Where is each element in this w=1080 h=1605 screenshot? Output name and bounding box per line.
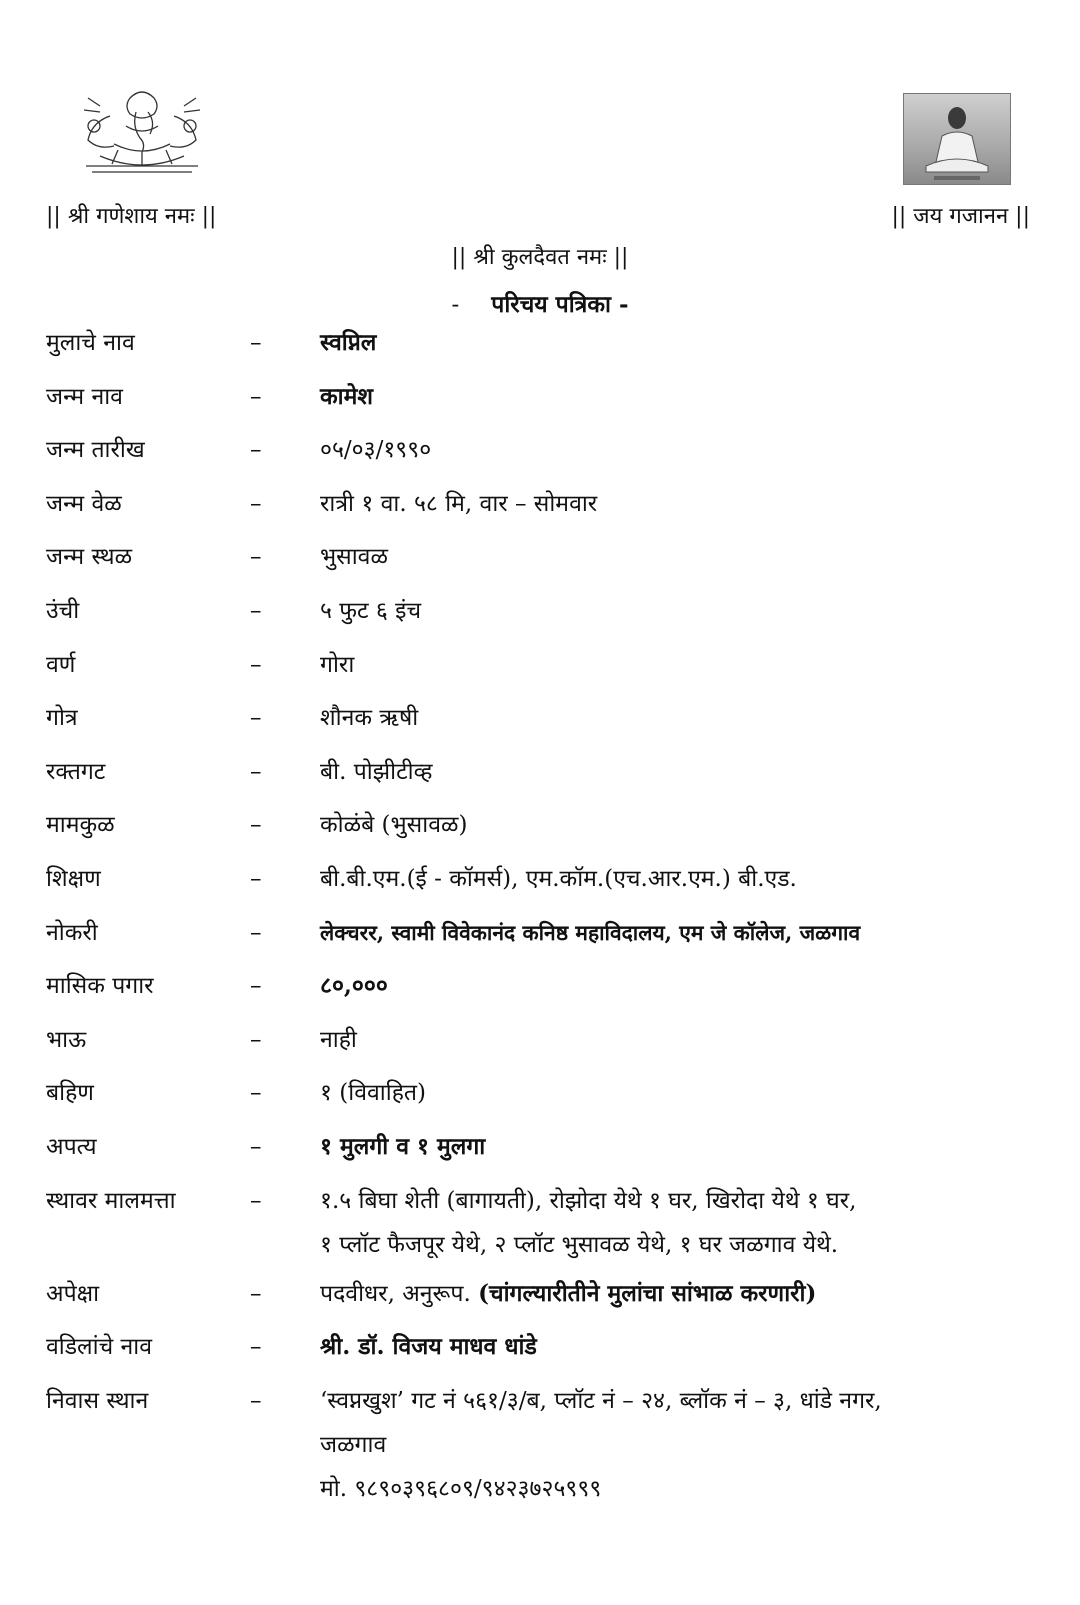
field-label: बहिण bbox=[46, 1080, 94, 1107]
field-label: मासिक पगार bbox=[46, 973, 154, 1000]
address-line-2: जळगाव bbox=[320, 1431, 387, 1458]
field-label: अपेक्षा bbox=[46, 1280, 100, 1307]
field-value: शौनक ऋषी bbox=[320, 705, 419, 732]
field-row-father-name bbox=[0, 1332, 1080, 1386]
field-separator: – bbox=[250, 1387, 262, 1414]
field-label: उंची bbox=[46, 597, 80, 624]
field-row-expectation bbox=[0, 1279, 1080, 1333]
field-label: भाऊ bbox=[46, 1026, 87, 1053]
field-value: ८०,००० bbox=[320, 972, 388, 1000]
saint-photo bbox=[903, 93, 1011, 185]
field-value: बी. पोझीटीव्ह bbox=[320, 758, 433, 785]
field-separator: – bbox=[250, 1187, 262, 1214]
field-label: मुलाचे नाव bbox=[46, 330, 135, 356]
field-label: जन्म वेळ bbox=[46, 490, 122, 517]
field-label: मामकुळ bbox=[46, 812, 115, 839]
field-value: कोळंबे (भुसावळ) bbox=[320, 812, 468, 839]
field-label: निवास स्थान bbox=[46, 1387, 149, 1414]
field-value: लेक्चरर, स्वामी विवेकानंद कनिष्ठ महाविदालय, एम जे कॉलेज, जळगाव bbox=[320, 919, 861, 945]
field-value: नाही bbox=[320, 1026, 357, 1053]
field-row-salary bbox=[0, 971, 1080, 1025]
field-row-children bbox=[0, 1132, 1080, 1186]
field-separator: – bbox=[250, 865, 262, 892]
field-value: श्री. डॉ. विजय माधव धांडे bbox=[320, 1333, 537, 1361]
field-label: शिक्षण bbox=[46, 865, 101, 892]
field-row-education bbox=[0, 864, 1080, 918]
field-value: गोरा bbox=[320, 651, 355, 678]
seated-figure-icon bbox=[904, 94, 1010, 184]
field-label: स्थावर मालमत्ता bbox=[46, 1187, 176, 1214]
field-separator: – bbox=[250, 1133, 262, 1160]
expectation-note: (चांगल्यारीतीने मुलांचा सांभाळ करणारी) bbox=[478, 1279, 817, 1307]
field-separator: – bbox=[250, 544, 262, 571]
field-row-complexion bbox=[0, 650, 1080, 704]
title-dash: - bbox=[451, 292, 460, 318]
ganesh-illustration bbox=[70, 86, 215, 174]
field-label: गोत्र bbox=[46, 705, 78, 732]
field-value: स्वप्निल bbox=[320, 329, 377, 356]
field-row-residence bbox=[0, 1386, 1080, 1530]
field-row-name bbox=[0, 328, 1080, 382]
field-row-birth-name bbox=[0, 382, 1080, 436]
field-separator: – bbox=[250, 1026, 262, 1053]
field-separator: – bbox=[250, 758, 262, 785]
field-separator: – bbox=[250, 973, 262, 1000]
header-center-invocation: || श्री कुलदैवत नमः || bbox=[451, 245, 629, 270]
field-separator: – bbox=[250, 812, 262, 839]
field-row-gotra bbox=[0, 703, 1080, 757]
field-row-maternal-family bbox=[0, 810, 1080, 864]
field-separator: – bbox=[250, 1334, 262, 1361]
header-right-invocation: || जय गजानन || bbox=[891, 204, 1030, 229]
field-value bbox=[320, 1179, 1040, 1267]
field-separator: – bbox=[250, 437, 262, 464]
details-list bbox=[0, 328, 1080, 1530]
field-separator: – bbox=[250, 919, 262, 946]
field-label: रक्तगट bbox=[46, 758, 106, 785]
field-value bbox=[320, 1272, 1040, 1316]
field-row-brother bbox=[0, 1025, 1080, 1079]
field-value: बी.बी.एम.(ई - कॉमर्स), एम.कॉम.(एच.आर.एम.) बी.एड. bbox=[320, 865, 797, 892]
field-row-sister bbox=[0, 1078, 1080, 1132]
field-separator: – bbox=[250, 651, 262, 678]
field-separator: – bbox=[250, 330, 262, 356]
field-row-birth-time bbox=[0, 489, 1080, 543]
property-line-2: १ प्लॉट फैजपूर येथे, २ प्लॉट भुसावळ येथे, १ घर जळगाव येथे. bbox=[320, 1231, 839, 1258]
field-row-property bbox=[0, 1186, 1080, 1279]
field-label: अपत्य bbox=[46, 1133, 97, 1160]
field-separator: – bbox=[250, 1280, 262, 1307]
field-separator: – bbox=[250, 1080, 262, 1107]
header-left-invocation: || श्री गणेशाय नमः || bbox=[46, 204, 217, 229]
field-value: ०५/०३/१९९० bbox=[320, 437, 432, 464]
field-separator: – bbox=[250, 383, 262, 410]
field-separator: – bbox=[250, 705, 262, 732]
field-value: १ मुलगी व १ मुलगा bbox=[320, 1132, 486, 1160]
field-row-birth-place bbox=[0, 542, 1080, 596]
field-row-height bbox=[0, 596, 1080, 650]
field-row-blood-group bbox=[0, 757, 1080, 811]
field-label: वर्ण bbox=[46, 651, 76, 678]
field-separator: – bbox=[250, 490, 262, 517]
field-value: कामेश bbox=[320, 382, 374, 410]
expectation-text: पदवीधर, अनुरूप. bbox=[320, 1280, 479, 1307]
field-value: रात्री १ वा. ५८ मि, वार – सोमवार bbox=[320, 490, 598, 517]
field-label: जन्म नाव bbox=[46, 383, 123, 410]
phone-line: मो. ९८९०३९६८०९/९४२३७२५९९९ bbox=[320, 1475, 602, 1502]
field-value bbox=[320, 1379, 1040, 1511]
field-row-birth-date bbox=[0, 435, 1080, 489]
field-value: भुसावळ bbox=[320, 544, 388, 571]
field-value: ५ फुट ६ इंच bbox=[320, 597, 422, 624]
field-value: १ (विवाहित) bbox=[320, 1080, 426, 1107]
field-label: वडिलांचे नाव bbox=[46, 1334, 153, 1361]
field-row-job bbox=[0, 918, 1080, 972]
field-label: जन्म तारीख bbox=[46, 437, 145, 464]
field-separator: – bbox=[250, 597, 262, 624]
property-line-1: १.५ बिघा शेती (बागायती), रोझोदा येथे १ घर, खिरोदा येथे १ घर, bbox=[320, 1187, 857, 1214]
page-title bbox=[0, 287, 1080, 319]
field-label: नोकरी bbox=[46, 919, 98, 946]
address-line-1: ‘स्वप्नखुश’ गट नं ५६१/३/ब, प्लॉट नं – २४, ब्लॉक नं – ३, धांडे नगर, bbox=[320, 1387, 882, 1414]
title-text: परिचय पत्रिका - bbox=[491, 291, 629, 318]
field-label: जन्म स्थळ bbox=[46, 544, 133, 571]
